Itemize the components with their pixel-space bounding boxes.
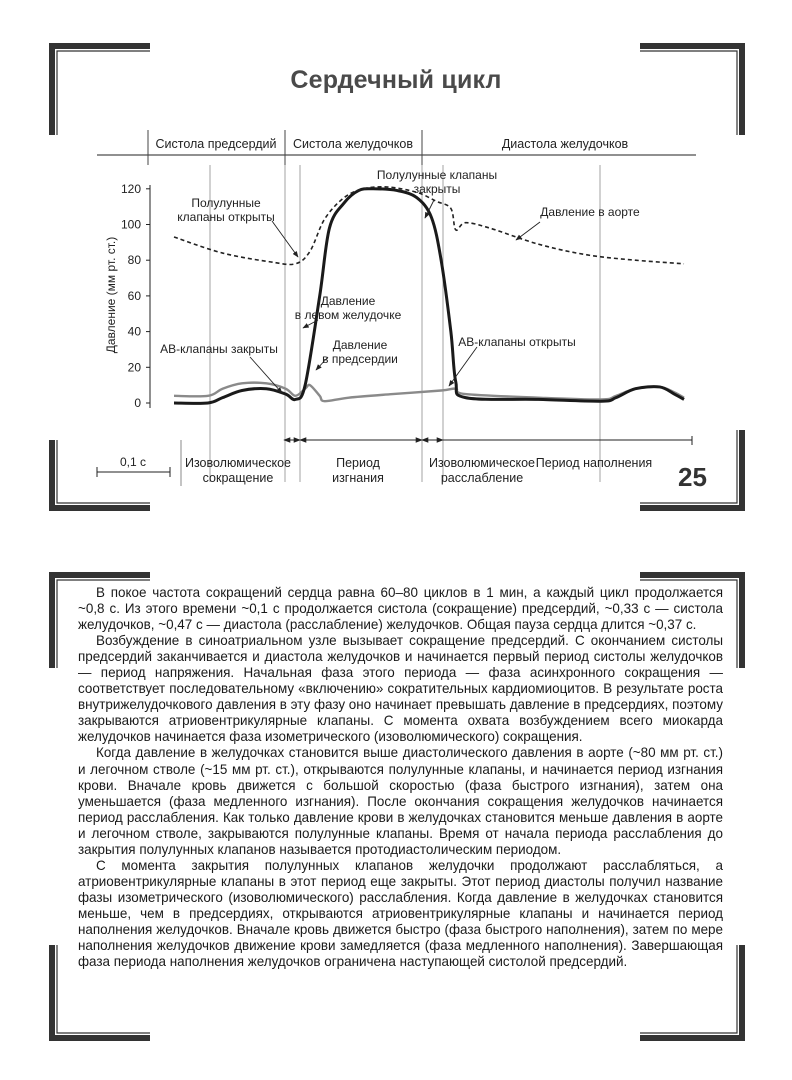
phase-label-isovolumic-relaxation: Изоволюмическое расслабление [428, 456, 536, 485]
body-text [78, 585, 723, 970]
y-tick-label: 40 [127, 324, 141, 339]
phase-label-ventricular-systole: Систола желудочков [293, 137, 413, 151]
paragraph: С момента закрытия полулунных клапанов желудочки продолжают расслабляться, а атриовентрикулярные клапаны в этот период еще закрыты. Этот период диастолы получил название фазы изометрического (изоволюмического) расслабления. Когда давление в желудочках становится меньше, чем в предсердиях, открываются атриовентрикулярные клапаны и начинается период наполнения желудочков. Вначале кровь движется быстро (фаза быстрого наполнения), затем по мере наполнения желудочков движение крови замедляется (фаза медленного наполнения). Завершающая фаза периода наполнения желудочков ограничена наступающей систолой предсердий. [78, 857, 723, 970]
page-number: 25 [678, 462, 707, 492]
y-tick-label: 0 [134, 396, 141, 410]
paragraph: Возбуждение в синоатриальном узле вызывает сокращение предсердий. С окончанием систолы предсердий заканчивается и диастола желудочков и начинается первый период систолы желудочков — период напряжения. Начальная фаза этого периода — фаза асинхронного сокращения — соответствует последовательному «включению» сократительных кардиомиоцитов. В результате роста внутрижелудочкового давления в эту фазу оно начинает превышать давление в предсердиях, поэтому закрываются атриовентрикулярные клапаны. С момента охвата возбуждением всего миокарда желудочков начинается фаза изометрического (изоволюмического) сокращения. [78, 633, 723, 745]
phase-label-isovolumic-contraction: Изоволюмическое сокращение [184, 456, 292, 485]
annotation-av-open: АВ-клапаны открыты [458, 335, 576, 349]
annotation-semilunar-open: Полулунные клапаны открыты [177, 196, 275, 224]
phase-label-filling: Период наполнения [535, 456, 653, 470]
page-title: Сердечный цикл [290, 66, 502, 94]
paragraph: В покое частота сокращений сердца равна 60–80 циклов в 1 мин, а каждый цикл продолжается ~0,8 с. Из этого времени ~0,1 с продолжается систола (сокращение) предсердий, ~0,33 с — систола желудочков, ~0,47 с — диастола (расслабление) желудочков. Общая пауза сердца длится ~0,37 с. [78, 585, 723, 633]
annotation-aortic-pressure: Давление в аорте [540, 205, 640, 219]
paragraph: Когда давление в желудочках становится выше диастолического давления в аорте (~80 мм рт. ст.) и легочном стволе (~15 мм рт. ст.), открываются полулунные клапаны, и начинается период изгнания крови. Вначале кровь движется с большой скоростью (фаза быстрого изгнания), затем она уменьшается (фаза медленного изгнания). После окончания сокращения желудочков начинается период расслабления. Как только давление крови в желудочках становится меньше давления в аорте и легочном стволе, закрываются полулунные клапаны. Время от начала периода расслабления до закрытия полулунных клапанов называется протодиастолическим периодом. [78, 745, 723, 857]
y-ticks [121, 182, 150, 410]
y-axis-label: Давление (мм рт. ст.) [104, 236, 118, 354]
y-tick-label: 120 [120, 181, 141, 196]
phase-label-ventricular-diastole: Диастола желудочков [501, 137, 629, 151]
y-tick-label: 60 [127, 288, 141, 303]
series-atrial-pressure [174, 383, 684, 402]
cardiac-cycle-chart [0, 0, 792, 500]
phase-label-atrial-systole: Систола предсердий [155, 137, 277, 151]
scale-bar-label: 0,1 с [119, 455, 147, 469]
y-tick-label: 80 [127, 253, 141, 268]
annotation-semilunar-closed: Полулунные клапаны закрыты [376, 168, 498, 196]
phase-label-ejection: Период изгнания [332, 456, 384, 485]
y-tick-label: 100 [120, 217, 141, 232]
annotation-ventricular-pressure: Давление в левом желудочке [294, 294, 402, 322]
y-tick-label: 20 [127, 360, 141, 375]
annotations [160, 168, 640, 366]
annotation-atrial-pressure: Давление в предсердии [322, 338, 398, 366]
annotation-av-closed: АВ-клапаны закрыты [160, 342, 278, 356]
